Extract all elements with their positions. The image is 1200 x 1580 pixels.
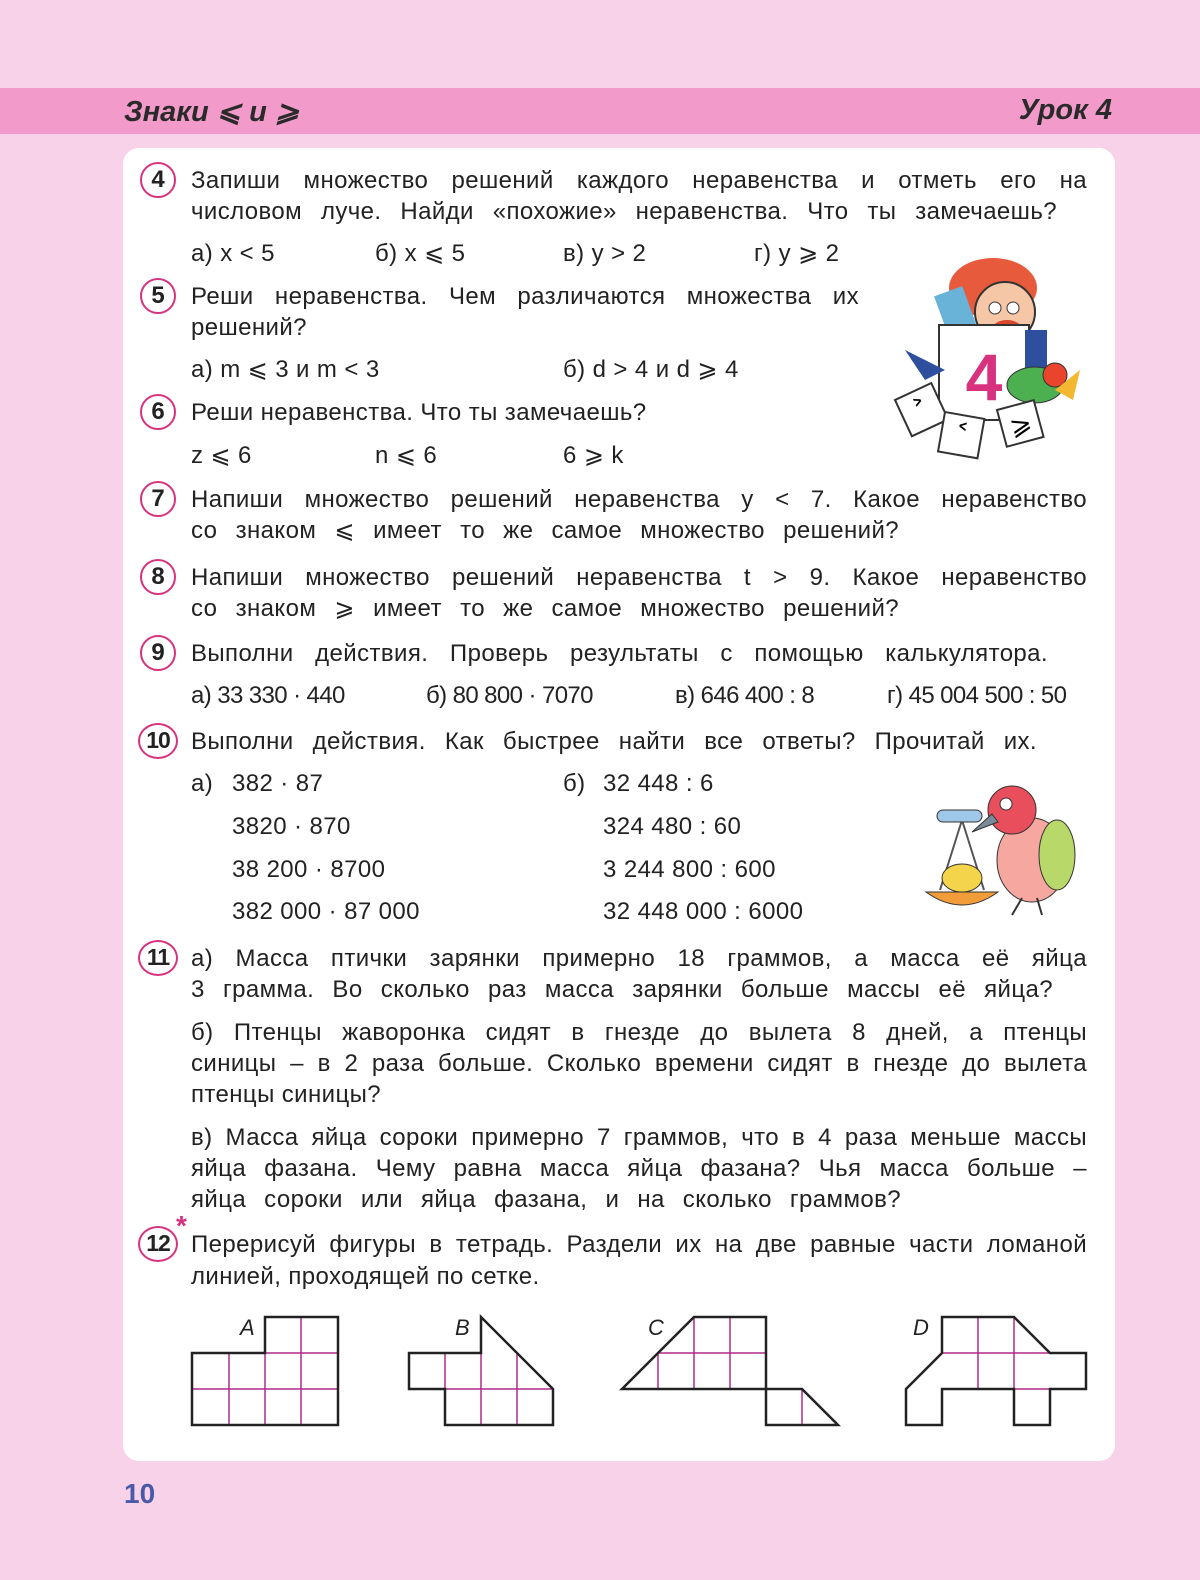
exercise-8-text: со знаком ⩾ имеет то же самое множество решений? xyxy=(191,595,899,622)
exercise-number-6: 6 xyxy=(140,394,176,430)
exercise-5-text: решений? xyxy=(191,314,307,341)
exercise-10-item: 38 200 · 8700 xyxy=(232,856,386,883)
figure-label-c: C xyxy=(648,1315,664,1340)
exercise-9-text: Выполни действия. Проверь результаты с помощью калькулятора. xyxy=(191,640,1048,667)
exercise-9-item: а) 33 330 · 440 xyxy=(191,682,345,709)
exercise-number-5: 5 xyxy=(140,278,176,314)
exercise-number-7: 7 xyxy=(140,481,176,517)
exercise-5-item: б) d > 4 и d ⩾ 4 xyxy=(563,356,739,383)
exercise-11a-text: а) Масса птички зарянки примерно 18 граммов, а масса её яйца xyxy=(191,945,1087,972)
exercise-10-label-a: а) xyxy=(191,770,214,797)
exercise-10-item: 32 448 000 : 6000 xyxy=(603,898,804,925)
figure-d xyxy=(906,1315,1086,1425)
exercise-5-item: а) m ⩽ 3 и m < 3 xyxy=(191,356,380,383)
exercise-9-item: г) 45 004 500 : 50 xyxy=(887,682,1067,709)
figure-label-a: A xyxy=(240,1315,255,1340)
exercise-11c-text: в) Масса яйца сороки примерно 7 граммов, что в 4 раза меньше массы xyxy=(191,1124,1087,1151)
exercise-10-item: 382 · 87 xyxy=(232,770,324,797)
exercise-6-item: n ⩽ 6 xyxy=(375,442,438,469)
exercise-number-9: 9 xyxy=(140,635,176,671)
exercise-10-label-b: б) xyxy=(563,770,586,797)
exercise-11b-text: птенцы синицы? xyxy=(191,1081,381,1108)
exercise-12-text: Перерисуй фигуры в тетрадь. Раздели их на две равные части ломаной xyxy=(191,1231,1087,1258)
exercise-12-text: линией, проходящей по сетке. xyxy=(191,1263,540,1290)
exercise-4-text: числовом луче. Найди «похожие» неравенства. Что ты замечаешь? xyxy=(191,198,1057,225)
figure-label-d: D xyxy=(913,1315,929,1340)
exercise-10-item: 3 244 800 : 600 xyxy=(603,856,776,883)
exercise-number-12: 12 xyxy=(138,1226,178,1262)
exercise-6-item: z ⩽ 6 xyxy=(191,442,252,469)
exercise-11b-text: синицы – в 2 раза больше. Сколько времени сидят в гнезде до вылета xyxy=(191,1050,1087,1077)
exercise-4-item: г) y ⩾ 2 xyxy=(754,240,840,267)
exercise-7-text: Напиши множество решений неравенства y < 7. Какое неравенство xyxy=(191,486,1087,513)
header-band xyxy=(0,88,1200,134)
sign-card: ˃ xyxy=(908,392,936,429)
exercise-9-item: в) 646 400 : 8 xyxy=(675,682,815,709)
exercise-11b-text: б) Птенцы жаворонка сидят в гнезде до вылета 8 дней, а птенцы xyxy=(191,1019,1087,1046)
figure-c xyxy=(622,1315,838,1425)
exercise-11c-text: яйца фазана. Чему равна масса яйца фазана? Чья масса больше – xyxy=(191,1155,1087,1182)
figures-panel xyxy=(180,1305,1100,1435)
exercise-4-item: б) x ⩽ 5 xyxy=(375,240,466,267)
pirate-illustration xyxy=(885,250,1100,460)
star-mark: * xyxy=(176,1210,187,1241)
card-digit: 4 xyxy=(965,340,1003,414)
exercise-10-item: 3820 · 870 xyxy=(232,813,351,840)
exercise-11c-text: яйца сороки или яйца фазана, и на сколько граммов? xyxy=(191,1186,901,1213)
exercise-4-item: а) x < 5 xyxy=(191,240,275,267)
exercise-10-item: 32 448 : 6 xyxy=(603,770,714,797)
figure-a xyxy=(192,1315,338,1425)
exercise-8-text: Напиши множество решений неравенства t > 9. Какое неравенство xyxy=(191,564,1087,591)
exercise-number-11: 11 xyxy=(138,940,178,976)
exercise-10-item: 382 000 · 87 000 xyxy=(232,898,420,925)
exercise-10-text: Выполни действия. Как быстрее найти все ответы? Прочитай их. xyxy=(191,728,1037,755)
figure-b xyxy=(409,1315,553,1425)
exercise-7-text: со знаком ⩽ имеет то же самое множество решений? xyxy=(191,517,899,544)
exercise-4-text: Запиши множество решений каждого неравенства и отметь его на xyxy=(191,167,1087,194)
header-title: Знаки ⩽ и ⩾ xyxy=(124,96,300,128)
exercise-number-4: 4 xyxy=(140,162,176,198)
exercise-11a-text: 3 грамма. Во сколько раз масса зарянки больше массы её яйца? xyxy=(191,976,1053,1003)
exercise-6-text: Реши неравенства. Что ты замечаешь? xyxy=(191,399,647,426)
exercise-5-text: Реши неравенства. Чем различаются множества их xyxy=(191,283,859,310)
page-number: 10 xyxy=(124,1478,156,1509)
lesson-label: Урок 4 xyxy=(1018,94,1112,126)
exercise-number-8: 8 xyxy=(140,559,176,595)
sign-card: ⩾ xyxy=(1006,408,1036,443)
exercise-6-item: 6 ⩾ k xyxy=(563,442,624,469)
exercise-number-10: 10 xyxy=(138,723,178,759)
figure-label-b: B xyxy=(455,1315,470,1340)
parrot-scales-illustration xyxy=(912,770,1082,925)
exercise-4-item: в) y > 2 xyxy=(563,240,647,267)
exercise-9-item: б) 80 800 · 7070 xyxy=(426,682,593,709)
exercise-10-item: 324 480 : 60 xyxy=(603,813,742,840)
sign-card: ˂ xyxy=(951,418,971,454)
